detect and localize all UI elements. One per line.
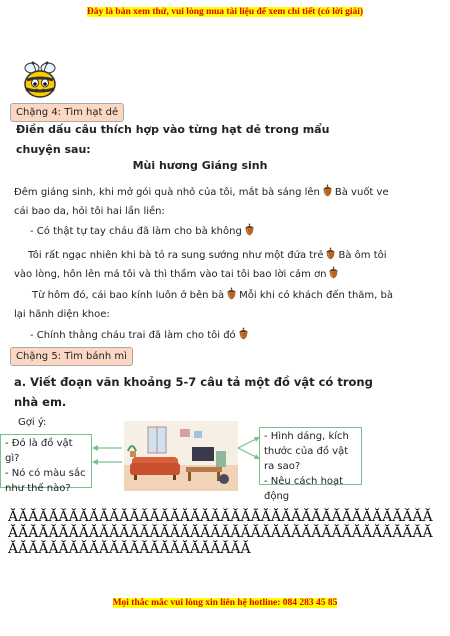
- hint-box-left: [0, 434, 92, 494]
- acorn-icon[interactable]: [324, 247, 337, 260]
- hotline-banner: Mọi thắc mắc vui lòng xin liên hệ hotline: 084 283 45 85: [112, 598, 338, 608]
- arrow-icon: [238, 432, 260, 464]
- chapter-4-label: Chặng 4: Tìm hạt dẻ: [10, 103, 124, 122]
- writing-area-placeholder: ᾸᾸᾸᾸᾸᾸᾸᾸᾸᾸᾸᾸᾸᾸᾸᾸᾸᾸᾸᾸᾸᾸᾸᾸᾸᾸᾸᾸᾸᾸᾸᾸᾸᾸᾸᾸᾸᾸᾸᾸᾸᾸᾸᾸᾸᾸᾸᾸᾸᾸᾸᾸᾸᾸᾸᾸᾸᾸᾸᾸᾸᾸᾸᾸᾸᾸᾸᾸᾸᾸᾸᾸᾸᾸᾸᾸᾸᾸᾸᾸᾸᾸᾸᾸᾸᾸᾸᾸᾸᾸᾸᾸᾸᾸᾸᾸᾸᾸᾸᾸᾸᾸᾸᾸᾸᾸᾸᾸ: [8, 509, 433, 557]
- story-paragraph-2: Tôi rất ngạc nhiên khi bà tỏ ra sung sướng như một đứa trẻ Bà ôm tôi vào lòng, hôn lên má tôi và thì thầm vào tai tôi bao lời cảm ơn: [14, 246, 394, 284]
- dialogue-line-2: - Chính thằng cháu trai đã làm cho tôi đó: [30, 326, 390, 345]
- hint-item: - Đó là đồ vật gì?: [5, 438, 73, 464]
- story-title: Mùi hương Giáng sinh: [132, 159, 268, 172]
- acorn-icon[interactable]: [243, 223, 256, 236]
- bee-icon: [18, 58, 62, 102]
- hint-item: - Hình dáng, kích thước của đồ vật ra sao?: [264, 431, 349, 472]
- acorn-icon[interactable]: [237, 327, 250, 340]
- preview-banner: Đây là bản xem thử, vui lòng mua tài liệu để xem chi tiết (có lời giải): [86, 7, 364, 17]
- hint-item: - Nó có màu sắc như thế nào?: [5, 468, 86, 494]
- dialogue-line-1: - Có thật tự tay cháu đã làm cho bà không: [30, 222, 390, 241]
- hint-box-right: [259, 427, 362, 502]
- hint-item: - Nêu cách hoạt động: [264, 476, 344, 502]
- chapter-5-label: Chặng 5: Tìm bánh mì: [10, 347, 133, 366]
- story-paragraph-1: Đêm giáng sinh, khi mở gói quà nhỏ của tôi, mắt bà sáng lên Bà vuốt ve cái bao da, hỏi tôi hai lần liền:: [14, 183, 394, 221]
- acorn-icon[interactable]: [225, 287, 238, 300]
- acorn-icon[interactable]: [327, 266, 340, 279]
- living-room-illustration: [124, 421, 238, 491]
- arrow-icon: [92, 440, 124, 470]
- hint-label: Gợi ý:: [18, 417, 47, 428]
- essay-prompt: a. Viết đoạn văn khoảng 5-7 câu tả một đồ vật có trong nhà em.: [14, 375, 373, 409]
- acorn-icon[interactable]: [321, 184, 334, 197]
- exercise-instruction: Điền dấu câu thích hợp vào từng hạt dẻ trong mẩu chuyện sau:: [16, 123, 330, 156]
- story-paragraph-3: Từ hôm đó, cái bao kính luôn ở bên bà Mỗi khi có khách đến thăm, bà lại hãnh diện khoe:: [14, 286, 394, 324]
